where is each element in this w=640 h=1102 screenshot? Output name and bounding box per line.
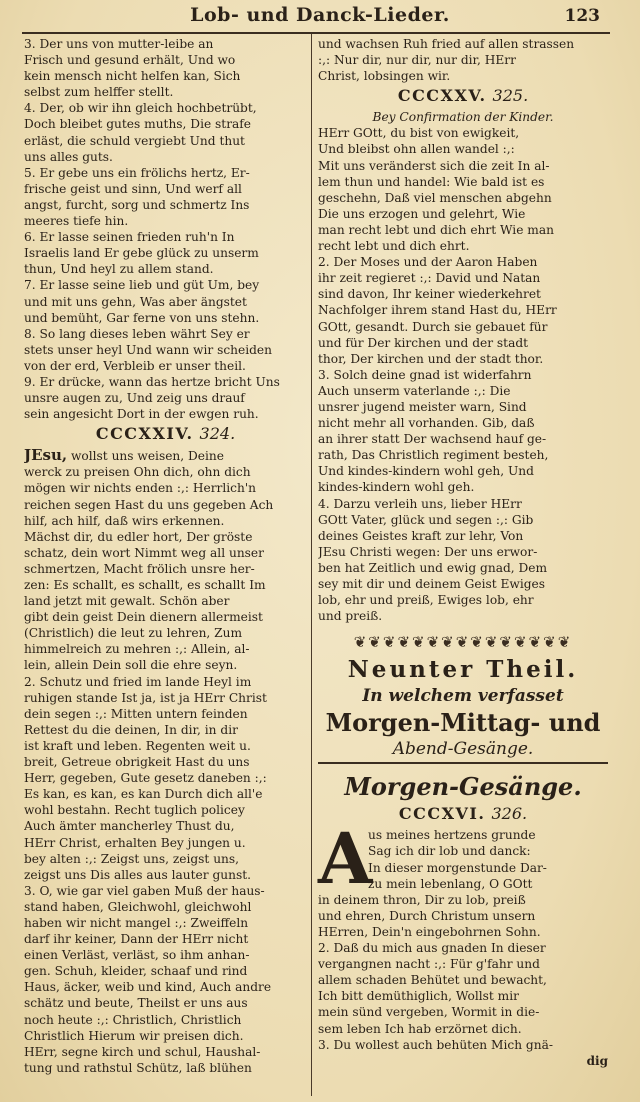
hymn-324-heading — [24, 425, 307, 443]
text-line: lein, allein Dein soll die ehre seyn. — [24, 658, 238, 673]
hymn-324-body — [24, 464, 307, 1076]
text-line: geschehn, Daß viel menschen abgehn — [318, 190, 552, 205]
part-heading: Morgen-Mittag- und — [325, 708, 601, 738]
hymn-326-text — [318, 817, 608, 1052]
text-line: 8. So lang dieses leben währt Sey er — [24, 326, 250, 341]
left-column — [24, 36, 307, 1076]
hymn-325-subtitle: Bey Confirmation der Kinder. — [372, 110, 554, 125]
left-intro-verses — [24, 36, 307, 422]
text-line: 9. Er drücke, wann das hertze bricht Uns — [24, 374, 280, 389]
text-line: 4. Der, ob wir ihn gleich hochbetrübt, — [24, 101, 257, 116]
text-line: 4. Darzu verleih uns, lieber HErr — [318, 496, 522, 511]
text-line: recht lebt und dich ehrt. — [318, 239, 470, 254]
text-line: Es kan, es kan, es kan Durch dich all'e — [24, 787, 263, 802]
text-line: 3. Solch deine gnad ist widerfahrn — [318, 367, 532, 382]
text-line: HErr Christ, erhalten Bey jungen u. — [24, 835, 246, 850]
text-line: unsrer jugend meister warn, Sind — [318, 399, 527, 414]
text-line: bey alten :,: Zeigst uns, zeigst uns, — [24, 851, 240, 866]
text-line: stand haben, Gleichwohl, gleichwohl — [24, 899, 252, 914]
text-line: zeigst uns Dis alles aus lauter gunst. — [24, 867, 251, 882]
part-title: Neunter Theil. — [347, 656, 579, 684]
text-line: wohl bestahn. Recht tuglich policey — [24, 803, 245, 818]
text-line: vergangnen nacht :,: Für g'fahr und — [318, 957, 540, 972]
text-line: Doch bleibet gutes muths, Die strafe — [24, 117, 252, 132]
text-line: mein sünd vergeben, Wormit in die- — [318, 1005, 540, 1020]
hymn-324-first-word: JEsu, — [24, 447, 68, 465]
text-line: 5. Er gebe uns ein frölichs hertz, Er- — [24, 165, 250, 180]
text-line: thor, Der kirchen und der stadt thor. — [318, 351, 544, 366]
text-line: JEsu Christi wegen: Der uns erwor- — [318, 544, 538, 559]
text-line: Christ, lobsingen wir. — [318, 69, 451, 84]
text-line: :,: Nur dir, nur dir, nur dir, HErr — [318, 53, 516, 68]
text-line: an ihrer statt Der wachsend hauf ge- — [318, 432, 547, 447]
text-line: kein mensch nicht helfen kan, Sich — [24, 69, 241, 84]
text-line: meeres tiefe hin. — [24, 214, 129, 229]
text-line: und wachsen Ruh fried auf allen strassen — [318, 37, 575, 51]
text-line: ruhigen stande Ist ja, ist ja HErr Christ — [24, 690, 267, 705]
text-line: haben wir nicht mangel :,: Zweiffeln — [24, 915, 249, 930]
text-line: deines Geistes kraft zur lehr, Von — [318, 528, 524, 543]
hymn-324-line: wollst uns weisen, Deine — [70, 449, 224, 464]
section-rule — [318, 762, 608, 764]
text-line: 3. Der uns von mutter-leibe an — [24, 37, 214, 51]
text-line: Auch unserm vaterlande :,: Die — [318, 383, 511, 398]
text-line: 2. Daß du mich aus gnaden In dieser — [318, 941, 546, 956]
text-line: noch heute :,: Christlich, Christlich — [24, 1012, 242, 1027]
text-line: sein angesicht Dort in der ewgen ruh. — [24, 407, 259, 422]
text-line: 2. Schutz und fried im lande Heyl im — [24, 674, 252, 689]
header-rule — [22, 32, 610, 34]
text-line: HErren, Dein'n eingebohrnen Sohn. — [318, 924, 541, 939]
text-line: sind davon, Ihr keiner wiederkehret — [318, 287, 541, 302]
text-line: schätz und beute, Theilst er uns aus — [24, 996, 248, 1011]
hymn-325-roman: CCCXXV. — [397, 86, 487, 106]
text-line: und ehren, Durch Christum unsern — [318, 908, 536, 923]
text-line: und für Der kirchen und der stadt — [318, 335, 529, 350]
right-column — [318, 36, 608, 1069]
text-line: kindes-kindern wohl geh. — [318, 480, 475, 495]
text-line: Christlich Hierum wir preisen dich. — [24, 1028, 244, 1043]
text-line: und mit uns gehn, Was aber ängstet — [24, 294, 247, 309]
drop-cap-initial: A — [318, 817, 373, 901]
text-line: rath, Das Christlich regiment besteh, — [318, 448, 549, 463]
text-line: himmelreich zu mehren :,: Allein, al- — [24, 642, 250, 657]
right-intro-verses — [318, 36, 608, 84]
text-line: zen: Es schallt, es schallt, es schallt Im — [24, 578, 266, 592]
part-subtitle: In welchem verfasset — [362, 686, 564, 707]
hymn-324-number: 324. — [199, 424, 236, 444]
text-line: schatz, dein wort Nimmt weg all unser — [24, 545, 264, 560]
text-line: einen Verläst, verläst, so ihm anhan- — [24, 948, 250, 963]
text-line: HErr GOtt, du bist von ewigkeit, — [318, 126, 520, 141]
text-line: uns alles guts. — [24, 149, 113, 164]
text-line: lem thun und handel: Wie bald ist es — [318, 174, 545, 189]
column-divider — [311, 34, 312, 1096]
hymn-326-roman: CCCXVI. — [398, 804, 486, 824]
text-line: nicht mehr all vorhanden. Gib, daß — [318, 416, 535, 431]
running-head-title: Lob- und Danck-Lieder. — [190, 4, 450, 26]
text-line: erläst, die schuld vergiebt Und thut — [24, 133, 245, 148]
text-line: gibt dein geist Dein dienern allermeist — [24, 610, 263, 625]
text-line: in deinem thron, Dir zu lob, preiß — [318, 892, 526, 907]
hymn-324-text — [24, 447, 307, 1076]
page-number: 123 — [564, 6, 600, 26]
text-line: Haus, äcker, weib und kind, Auch andre — [24, 980, 272, 995]
text-line: tung und rathstul Schütz, laß blühen — [24, 1060, 252, 1075]
ornament-divider: ❦❦❦❦❦❦❦❦❦❦❦❦❦❦❦ — [353, 634, 573, 651]
text-line: frische geist und sinn, Und werf all — [24, 181, 242, 196]
text-line: schmertzen, Macht frölich unsre her- — [24, 561, 255, 576]
text-line: Und bleibst ohn allen wandel :,: — [318, 142, 515, 157]
text-line: 3. Du wollest auch behüten Mich gnä- — [318, 1037, 553, 1052]
text-line: (Christlich) die leut zu lehren, Zum — [24, 626, 243, 641]
text-line: 6. Er lasse seinen frieden ruh'n In — [24, 230, 235, 245]
text-line: werck zu preisen Ohn dich, ohn dich — [24, 465, 251, 480]
text-line: 7. Er lasse seine lieb und güt Um, bey — [24, 278, 260, 293]
text-line: Die uns erzogen und gelehrt, Wie — [318, 206, 526, 221]
text-line: Ich bitt demüthiglich, Wollst mir — [318, 989, 519, 1004]
text-line: gen. Schuh, kleider, schaaf und rind — [24, 964, 248, 979]
hymn-325-heading — [318, 87, 608, 105]
text-line: ihr zeit regieret :,: David und Natan — [318, 271, 541, 286]
text-line: von der erd, Verbleib er unser theil. — [24, 358, 246, 373]
text-line: GOtt Vater, glück und segen :,: Gib — [318, 512, 534, 527]
text-line: Frisch und gesund erhält, Und wo — [24, 53, 236, 68]
section-title: Morgen-Gesänge. — [344, 772, 582, 802]
text-line: und bemüht, Gar ferne von uns stehn. — [24, 310, 260, 325]
text-line: us meines hertzens grunde — [368, 828, 536, 843]
text-line: Nachfolger ihrem stand Hast du, HErr — [318, 303, 557, 318]
text-line: sem leben Ich hab erzörnet dich. — [318, 1021, 522, 1036]
text-line: sey mit dir und deinem Geist Ewiges — [318, 577, 545, 591]
text-line: Herr, gegeben, Gute gesetz daneben :,: — [24, 771, 267, 786]
catchword: dig — [586, 1053, 608, 1068]
text-line: 3. O, wie gar viel gaben Muß der haus- — [24, 883, 265, 898]
text-line: Auch ämter mancherley Thust du, — [24, 819, 235, 834]
text-line: allem schaden Behütet und bewacht, — [318, 973, 547, 988]
text-line: selbst zum helffer stellt. — [24, 85, 174, 100]
text-line: In dieser morgenstunde Dar- — [368, 860, 547, 875]
text-line: reichen segen Hast du uns gegeben Ach — [24, 497, 274, 512]
text-line: dein segen :,: Mitten untern feinden — [24, 706, 248, 721]
text-line: Und kindes-kindern wohl geh, Und — [318, 464, 534, 479]
text-line: mögen wir nichts enden :,: Herrlich'n — [24, 481, 257, 496]
text-line: HErr, segne kirch und schul, Haushal- — [24, 1044, 261, 1059]
text-line: Mit uns veränderst sich die zeit In al- — [318, 158, 550, 173]
running-head — [0, 4, 640, 32]
text-line: Rettest du die deinen, In dir, in dir — [24, 722, 238, 737]
hymn-325-body — [318, 125, 608, 624]
text-line: breit, Getreue obrigkeit Hast du uns — [24, 755, 250, 770]
text-line: 2. Der Moses und der Aaron Haben — [318, 255, 538, 270]
hymn-324-roman: CCCXXIV. — [95, 424, 194, 444]
text-line: Mächst dir, du edler hort, Der gröste — [24, 529, 253, 544]
text-line: stets unser heyl Und wann wir scheiden — [24, 342, 272, 357]
hymn-326-number: 326. — [491, 804, 528, 824]
text-line: thun, Und heyl zu allem stand. — [24, 262, 214, 277]
text-line: unsre augen zu, Und zeig uns drauf — [24, 391, 245, 406]
text-line: Sag ich dir lob und danck: — [368, 844, 531, 859]
text-line: ben hat Zeitlich und ewig gnad, Dem — [318, 560, 548, 575]
text-line: land jetzt mit gewalt. Schön aber — [24, 594, 230, 609]
text-line: man recht lebt und dich ehrt Wie man — [318, 222, 554, 237]
text-line: darf ihr keiner, Dann der HErr nicht — [24, 932, 249, 947]
text-line: lob, ehr und preiß, Ewiges lob, ehr — [318, 593, 534, 608]
text-line: angst, furcht, sorg und schmertz Ins — [24, 197, 250, 212]
hymn-325-number: 325. — [492, 86, 529, 106]
text-line: GOtt, gesandt. Durch sie gebauet für — [318, 319, 548, 334]
text-line: Israelis land Er gebe glück zu unserm — [24, 246, 259, 261]
text-line: zu mein lebenlang, O GOtt — [368, 876, 533, 891]
text-line: und preiß. — [318, 609, 383, 624]
text-line: hilf, ach hilf, daß wirs erkennen. — [24, 513, 225, 528]
part-heading-sub: Abend-Gesänge. — [392, 739, 534, 760]
text-line: ist kraft und leben. Regenten weit u. — [24, 738, 251, 753]
